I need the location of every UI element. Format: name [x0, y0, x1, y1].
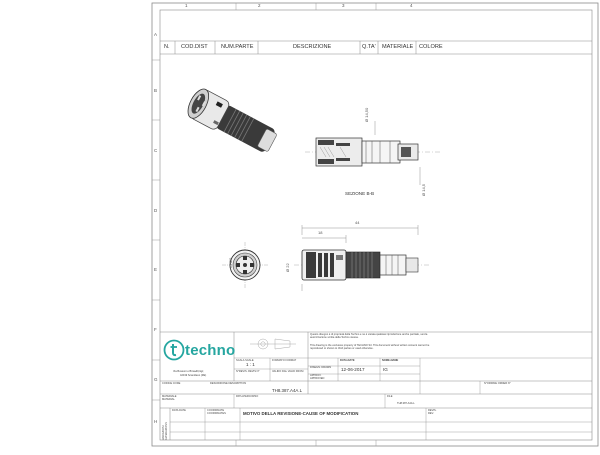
dim-length-44: 44 [355, 220, 360, 225]
drawn-name: IG [383, 367, 388, 372]
logo-text: techno [185, 342, 236, 359]
copyright-it: Questo disegno è di proprietà della Techno e ne è vietata qualsiasi riproduzione anche parziale, senza autorizzazione scritta della Techno stessa. [310, 333, 428, 339]
address-line-1: Via Bussoni e Brisa&lt;&gt; [173, 370, 204, 373]
grid-column-4: 4 [410, 3, 413, 8]
valid-from-label: VALIDO DAL VALID FROM [272, 370, 304, 373]
isometric-view [180, 80, 290, 165]
grid-row-f: F [154, 327, 157, 332]
dim-diameter-right: Ø 14,5 [421, 183, 426, 196]
side-view [292, 225, 432, 295]
dim-ch20: CH20 [228, 257, 233, 268]
code-value: TH8.387.A4A.L [272, 388, 303, 393]
description-label: DESCRIZIONE DESCRIPTION [210, 382, 247, 385]
material-label: MATERIALE MATERIAL [162, 395, 177, 401]
revision-number-col-label: REVIS. REV. [428, 409, 437, 415]
grid-column-2: 2 [258, 3, 261, 8]
grid-row-a: A [154, 32, 158, 37]
header-materiale: MATERIALE [382, 44, 414, 50]
order-number-label: N°ORDINE ORDER N° [484, 382, 511, 385]
code-label: CODICE CODE [162, 382, 181, 385]
dim-length-18: 18 [318, 230, 323, 235]
header-n: N. [164, 44, 170, 50]
section-label: SEZIONE B-B [345, 191, 375, 196]
copyright-en: This drawing is the exclusive property of TECHNO Srl. This document without written consent cannot be reproduced or shown to third parties or used otherwise. [310, 344, 430, 350]
path-label: PATH-PERCORSO [236, 395, 259, 398]
file-label: FILE [387, 395, 393, 398]
file-value: TH8.387.A4A.L [397, 402, 415, 405]
header-num-parte: NUM.PARTE [221, 44, 254, 50]
revision-date-label: DATA DATE [172, 409, 186, 412]
grid-row-c: C [154, 148, 158, 153]
header-descrizione: DESCRIZIONE [293, 44, 332, 50]
dim-diameter-top: Ø 14,50 [364, 107, 369, 122]
coordinates-label: COORDINATE COORDINATES [207, 409, 226, 415]
grid-column-1: 1 [185, 3, 188, 8]
approved-label: APPROV. APPROVED [310, 374, 325, 380]
data-date-label: DATA-DATE [340, 359, 355, 362]
scale-label: SCALA SCALE [236, 359, 254, 362]
drawn-label: DISEGN. DRAWN [310, 366, 332, 369]
header-cod-dist: COD.DIST [181, 44, 208, 50]
grid-row-d: D [154, 208, 158, 213]
header-colore: COLORE [419, 44, 443, 50]
grid-row-b: B [154, 88, 158, 93]
grid-row-h: H [154, 419, 158, 424]
address-line-2: 42019 Scandiano (RE) [180, 374, 207, 377]
modification-cause-label: MOTIVO DELLA REVISIONE-CAUSE OF MODIFICATION [243, 411, 359, 416]
header-qta: Q.TA' [362, 44, 376, 50]
grid-row-g: G [154, 377, 158, 382]
company-logo [162, 338, 234, 362]
format-label: FORMATO FORMAT [272, 359, 297, 362]
dim-diameter-22: Ø 22 [285, 263, 290, 272]
drawn-date: 12-06-2017 [341, 367, 365, 372]
section-view [300, 115, 450, 195]
grid-column-3: 3 [342, 3, 345, 8]
grid-row-e: E [154, 267, 158, 272]
nome-name-label: NOME-NAME [382, 359, 399, 362]
logo-mark-icon [162, 338, 186, 362]
alterations-side-label: VARIAZIONI ALTERAZIONS [162, 422, 168, 440]
scale-value: 1 : 1 [246, 362, 255, 367]
revision-number-label: N°REVIS. REVIS N° [236, 370, 260, 373]
